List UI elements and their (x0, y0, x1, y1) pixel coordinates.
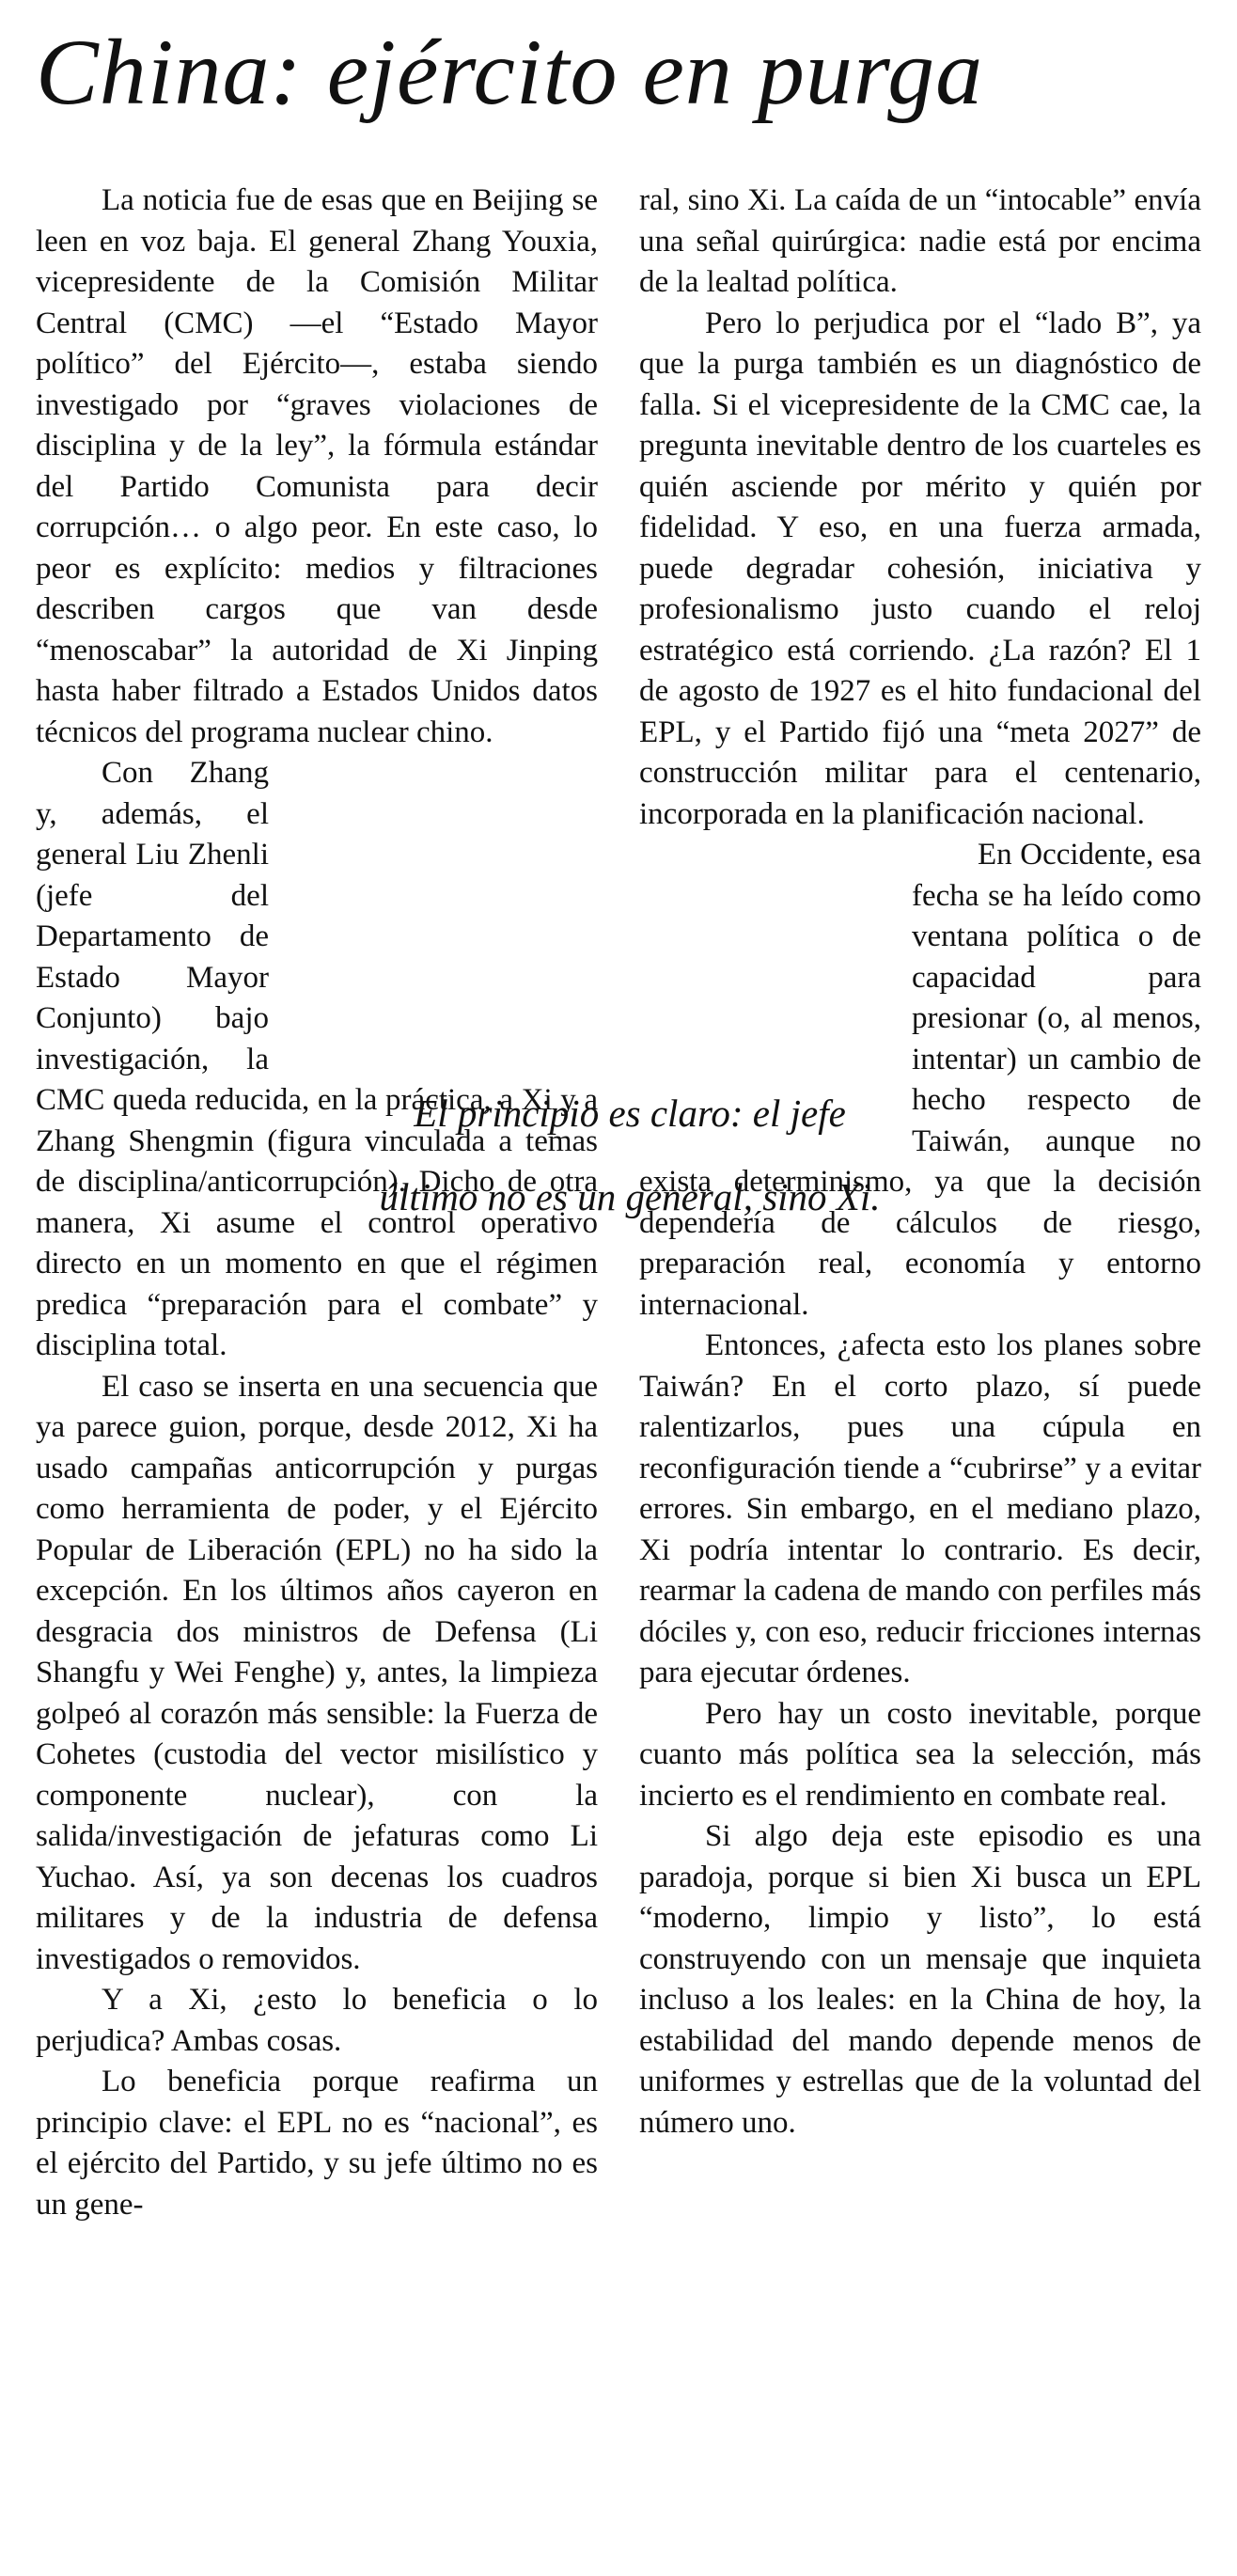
pull-quote: El principio es claro: el jefe último no es un general, sino Xi. (379, 1092, 881, 1218)
paragraph: La noticia fue de esas que en Beijing se leen en voz baja. El general Zhang Youxia, vicepresidente de la Comisión Militar Central (CMC) —el “Estado Mayor político” del Ejército—, estaba siendo investigado por “graves violaciones de disciplina y de la ley”, la fórmula estándar del Partido Comunista para decir corrupción… o algo peor. En este caso, lo peor es explícito: medios y filtraciones describen cargos que van desde “menoscabar” la autoridad de Xi Jinping hasta haber filtrado a Estados Unidos datos técnicos del programa nuclear chino. (36, 183, 598, 749)
paragraph (36, 753, 598, 1367)
paragraph: Pero lo perjudica por el “lado B”, ya que la purga también es un diagnóstico de falla. Si el vicepresidente de la CMC cae, la pregunta inevitable dentro de los cuarteles es quién asciende por mérito y quién por fidelidad. Y eso, en una fuerza armada, puede degradar cohesión, iniciativa y profesionalismo justo cuando el reloj estratégico está corriendo. ¿La razón? El 1 de agosto de 1927 es el hito fundacional del EPL, y el Partido fijó una “meta 2027” de construcción militar para el centenario, incorporada en la planificación nacional. (639, 306, 1201, 831)
paragraph: Lo beneficia porque reafirma un principio clave: el EPL no es “nacional”, es el ejército del Partido, y su jefe último no es un gene- (36, 2065, 598, 2222)
paragraph: Pero hay un costo inevitable, porque cuanto más política sea la selección, más incierto es el rendimiento en combate real. (639, 1696, 1201, 1813)
paragraph-text: En Occidente, esa fecha se ha leído como ventana política o de capacidad para presionar (o, al menos, intentar) un cambio de hecho respecto de Taiwán, aunque no exista determinismo, ya que la decisión dependería de cálculos de riesgo, preparación real, economía y entorno internacional. (639, 838, 1201, 1322)
paragraph: Y a Xi, ¿esto lo beneficia o lo perjudica? Ambas cosas. (36, 1983, 598, 2058)
paragraph: El caso se inserta en una secuencia que ya parece guion, porque, desde 2012, Xi ha usado campañas anticorrupción y purgas como herramienta de poder, y el Ejército Popular de Liberación (EPL) no ha sido la excepción. En los últimos años cayeron en desgracia dos ministros de Defensa (Li Shangfu y Wei Fenghe) y, antes, la limpieza golpeó al corazón más sensible: la Fuerza de Cohetes (custodia del vector misilístico y componente nuclear), con la salida/investigación de jefaturas como Li Yuchao. Así, ya son decenas los cuadros militares y de la industria de defensa investigados o removidos. (36, 1369, 598, 1976)
paragraph-text: Con Zhang y, además, el general Liu Zhenli (jefe del Departamento de Estado Mayor Conjunto) bajo investigación, la CMC queda reducida, en la práctica, a Xi y a Zhang Shengmin (figura vinculada a temas de disciplina/anticorrupción). Dicho de otra manera, Xi asume el control operativo directo en un momento en que el régimen predica “preparación para el combate” y disciplina total. (36, 756, 598, 1362)
paragraph: Si algo deja este episodio es una paradoja, porque si bien Xi busca un EPL “moderno, limpio y listo”, lo está construyendo con un mensaje que inquieta incluso a los leales: en la China de hoy, la estabilidad del mando depende menos de uniformes y estrellas que de la voluntad del número uno. (639, 1819, 1201, 2140)
article-title: China: ejército en purga (36, 20, 984, 124)
paragraph: Entonces, ¿afecta esto los planes sobre Taiwán? En el corto plazo, sí puede ralentizarlos, pues una cúpula en reconfiguración tiende a “cubrirse” y a evitar errores. Sin embargo, en el mediano plazo, Xi podría intentar lo contrario. Es decir, rearmar la cadena de mando con perfiles más dóciles y, con eso, reducir fricciones internas para ejecutar órdenes. (639, 1328, 1201, 1689)
paragraph-continued: ral, sino Xi. La caída de un “intocable” envía una señal quirúrgica: nadie está por encima de la lealtad política. (639, 183, 1201, 299)
pull-quote-space (269, 753, 598, 1075)
